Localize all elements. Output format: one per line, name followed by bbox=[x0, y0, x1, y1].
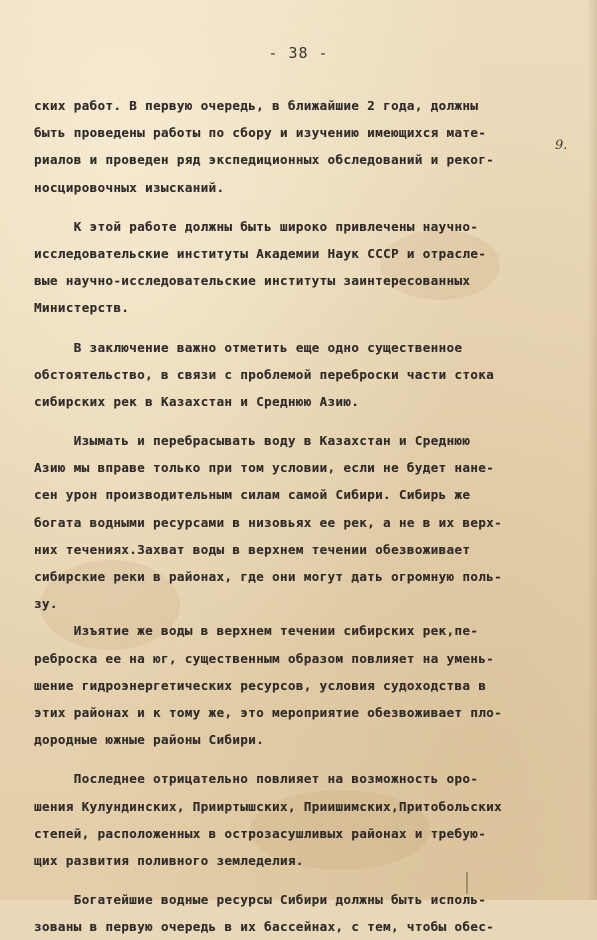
text-line: этих районах и к тому же, это мероприятие обезвоживает пло- bbox=[34, 704, 502, 720]
text-line: Изымать и перебрасывать воду в Казахстан и Среднюю bbox=[34, 433, 471, 449]
text-line: ских работ. В первую очередь, в ближайшие 2 года, должны bbox=[34, 98, 479, 113]
text-line: реброска ее на юг, существенным образом повлияет на умень- bbox=[34, 650, 495, 666]
paragraph-gap bbox=[34, 322, 582, 334]
text-line: исследовательские институты Академии Наук СССР и отрасле- bbox=[34, 245, 487, 261]
text-line: Богатейшие водные ресурсы Сибири должны быть исполь- bbox=[34, 892, 487, 908]
page-edge-shadow bbox=[587, 0, 597, 900]
text-line: зованы в первую очередь в их бассейнах, с тем, чтобы обес- bbox=[34, 919, 495, 935]
text-line: В заключение важно отметить еще одно существенное bbox=[34, 339, 463, 355]
text-line: быть проведены работы по сбору и изучению имеющихся мате- bbox=[34, 125, 487, 141]
text-line: Последнее отрицательно повлияет на возможность оро- bbox=[34, 771, 479, 787]
text-line: богата водными ресурсами в низовьях ее рек, а не в их верх- bbox=[34, 514, 502, 530]
paragraph-gap bbox=[34, 201, 582, 213]
text-line: шения Кулундинских, Прииртышских, Приишимских,Притобольских bbox=[34, 798, 502, 814]
text-line: вые научно-исследовательские институты заинтересованных bbox=[34, 273, 471, 289]
typed-body-text bbox=[34, 92, 582, 940]
text-line: носцировочных изысканий. bbox=[34, 179, 225, 195]
paragraph bbox=[34, 427, 582, 617]
paragraph bbox=[34, 886, 582, 940]
text-line: степей, расположенных в острозасушливых районах и требую- bbox=[34, 825, 487, 841]
paragraph-gap bbox=[34, 753, 582, 765]
text-line: обстоятельство, в связи с проблемой переброски части стока bbox=[34, 366, 495, 382]
text-line: Азию мы вправе только при том условии, если не будет нане- bbox=[34, 460, 495, 476]
text-line: Министерств. bbox=[34, 300, 130, 316]
text-line: К этой работе должны быть широко привлечены научно- bbox=[34, 218, 479, 234]
paragraph-gap bbox=[34, 415, 582, 427]
text-line: Изъятие же воды в верхнем течении сибирских рек,пе- bbox=[34, 623, 479, 639]
paragraph bbox=[34, 213, 582, 322]
paragraph bbox=[34, 334, 582, 416]
text-line: сибирских рек в Казахстан и Среднюю Азию. bbox=[34, 393, 360, 409]
paragraph bbox=[34, 617, 582, 753]
paragraph bbox=[34, 765, 582, 874]
paper-crease-mark bbox=[466, 872, 468, 894]
page-number: - 38 - bbox=[268, 44, 329, 62]
text-line: них течениях.Захват воды в верхнем течении обезвоживает bbox=[34, 541, 471, 557]
text-line: сен урон производительным силам самой Сибири. Сибирь же bbox=[34, 487, 471, 503]
text-line: дородные южные районы Сибири. bbox=[34, 732, 265, 748]
handwritten-margin-mark: 9. bbox=[555, 138, 568, 153]
text-line: риалов и проведен ряд экспедиционных обследований и реког- bbox=[34, 152, 495, 168]
text-line: зу. bbox=[34, 596, 58, 612]
text-line: щих развития поливного земледелия. bbox=[34, 852, 304, 868]
paragraph-gap bbox=[34, 874, 582, 886]
text-line: шение гидроэнергетических ресурсов, условия судоходства в bbox=[34, 677, 487, 693]
paragraph bbox=[34, 92, 582, 201]
text-line: сибирские реки в районах, где они могут дать огромную поль- bbox=[34, 569, 502, 584]
